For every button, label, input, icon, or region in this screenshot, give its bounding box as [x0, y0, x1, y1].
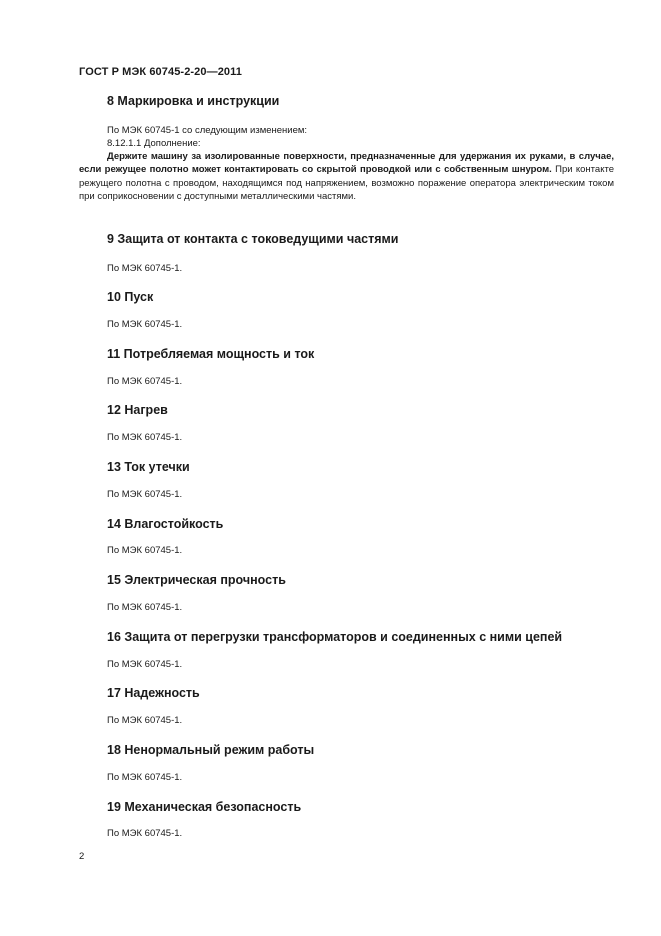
section-10-text: По МЭК 60745-1. [107, 319, 183, 330]
section-15-title: 15 Электрическая прочность [107, 573, 286, 587]
section-10-title: 10 Пуск [107, 290, 154, 304]
section-17-title: 17 Надежность [107, 686, 200, 700]
warning-text-normal: При контакте режущего полотна с проводом, находящимся под напряжением, возможно поражение оператора электрическим током при соприкосновении с доступными металлическими частями. [79, 164, 614, 203]
section-18-text: По МЭК 60745-1. [107, 772, 183, 783]
section-16-title: 16 Защита от перегрузки трансформаторов и соединенных с ними цепей [107, 630, 563, 644]
section-15-text: По МЭК 60745-1. [107, 602, 183, 613]
section-9-title: 9 Защита от контакта с токоведущими частями [107, 232, 399, 246]
section-13-title: 13 Ток утечки [107, 460, 190, 474]
section-8-title: 8 Маркировка и инструкции [107, 94, 280, 108]
section-16-text: По МЭК 60745-1. [107, 659, 183, 670]
document-header: ГОСТ Р МЭК 60745-2-20—2011 [79, 66, 242, 78]
section-8-reference: По МЭК 60745-1 со следующим изменением: [107, 125, 308, 136]
section-11-text: По МЭК 60745-1. [107, 376, 183, 387]
section-13-text: По МЭК 60745-1. [107, 489, 183, 500]
section-8-paragraph [79, 150, 614, 204]
section-19-title: 19 Механическая безопасность [107, 800, 302, 814]
section-12-text: По МЭК 60745-1. [107, 432, 183, 443]
warning-text-bold: Держите машину за изолированные поверхности, предназначенные для удержания их руками, в случае, если режущее полотно может контактировать со скрытой проводкой или с собственным шнуром. [79, 151, 614, 176]
page-number: 2 [79, 851, 85, 862]
section-14-title: 14 Влагостойкость [107, 517, 224, 531]
section-11-title: 11 Потребляемая мощность и ток [107, 347, 315, 361]
section-12-title: 12 Нагрев [107, 403, 168, 417]
clause-8-12-1-1: 8.12.1.1 Дополнение: [107, 138, 201, 149]
section-17-text: По МЭК 60745-1. [107, 715, 183, 726]
section-19-text: По МЭК 60745-1. [107, 828, 183, 839]
section-18-title: 18 Ненормальный режим работы [107, 743, 315, 757]
section-14-text: По МЭК 60745-1. [107, 545, 183, 556]
section-9-text: По МЭК 60745-1. [107, 263, 183, 274]
